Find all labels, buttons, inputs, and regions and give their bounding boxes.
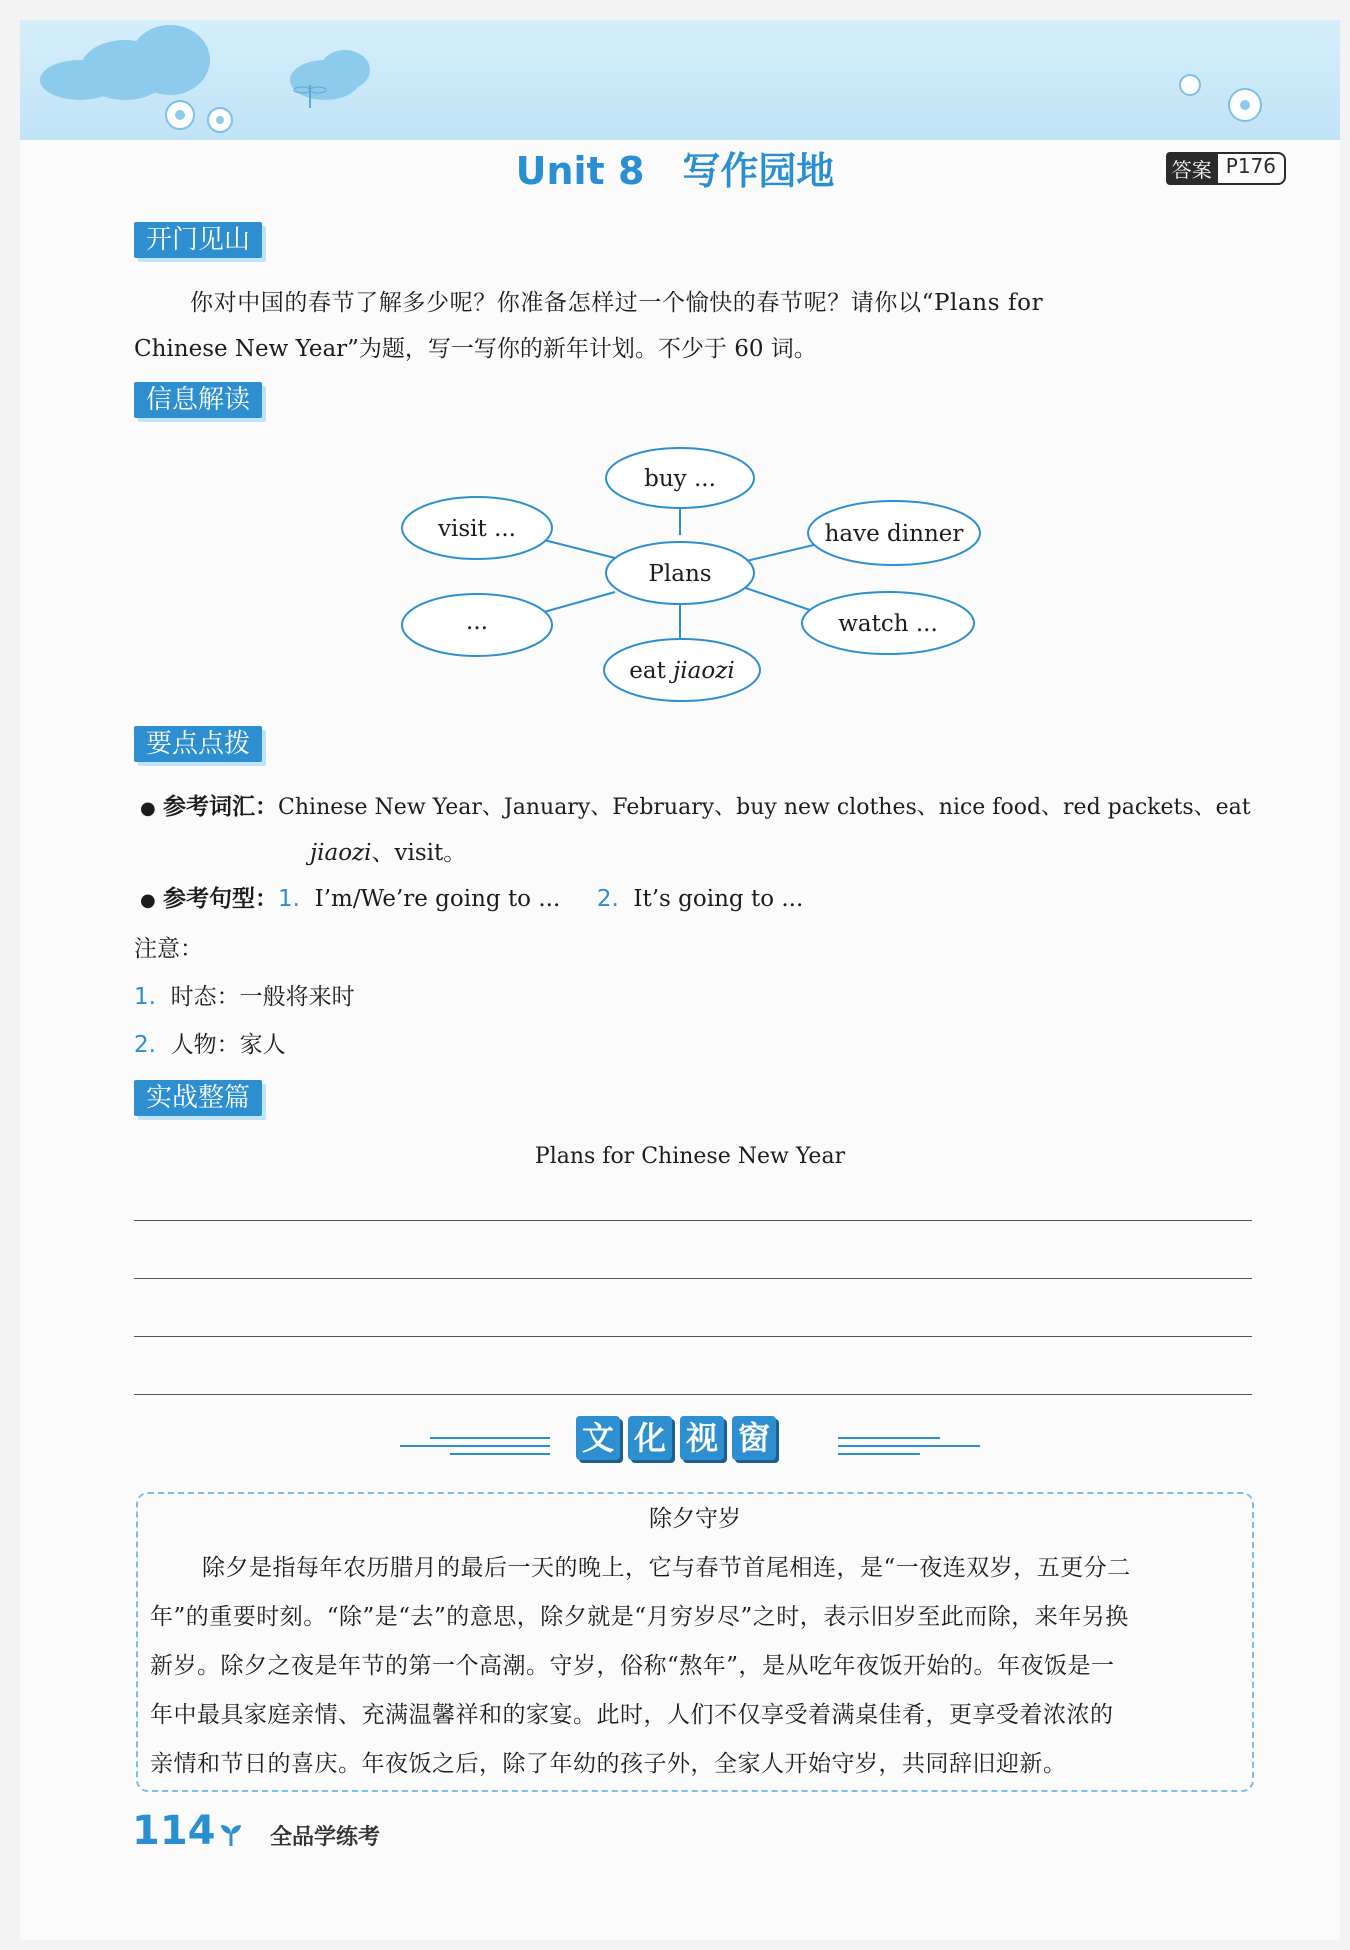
sprout-icon — [218, 1822, 244, 1848]
culture-heading-char: 窗 — [732, 1416, 776, 1460]
answer-reference — [1166, 152, 1286, 185]
writing-line[interactable] — [134, 1394, 1252, 1395]
mind-map-label-buy: buy ... — [644, 466, 716, 492]
section-tag-points: 要点点拨 — [134, 726, 262, 762]
prompt-line-1: 你对中国的春节了解多少呢？你准备怎样过一个愉快的春节呢？请你以“Plans for — [190, 290, 1044, 316]
sentence-patterns — [140, 876, 1260, 924]
mind-map-label-center: Plans — [648, 561, 712, 587]
writing-line[interactable] — [134, 1278, 1252, 1279]
culture-heading — [390, 1410, 990, 1470]
mind-map-link — [740, 586, 810, 610]
prompt-line-2: Chinese New Year”为题，写一写你的新年计划。不少于 60 词。 — [134, 336, 817, 362]
mind-map-label-visit: visit ... — [438, 516, 516, 542]
note-1-number: 1. — [134, 984, 156, 1010]
culture-line-4: 年中最具家庭亲情、充满温馨祥和的家宴。此时，人们不仅享受着满桌佳肴，更享受着浓浓的 — [150, 1702, 1114, 1728]
mind-map — [390, 440, 990, 710]
flower-icon — [1160, 60, 1280, 140]
vocab-line-1 — [140, 784, 1260, 832]
sentence-label: 参考句型： — [163, 886, 279, 912]
culture-heading-char: 化 — [628, 1416, 672, 1460]
culture-line-1: 除夕是指每年农历腊月的最后一天的晚上，它与春节首尾相连，是“一夜连双岁，五更分二 — [202, 1555, 1131, 1581]
brand-name: 全品学练考 — [270, 1825, 381, 1850]
section-tag-info: 信息解读 — [134, 382, 262, 418]
answer-label: 答案 — [1166, 152, 1218, 185]
writing-line[interactable] — [134, 1336, 1252, 1337]
bullet-icon: ● — [140, 890, 156, 911]
answer-page: P176 — [1218, 152, 1286, 185]
note-1-text: 时态：一般将来时 — [170, 984, 355, 1010]
note-2 — [134, 1022, 286, 1068]
mind-map-label-eat-word: jiaozi — [673, 658, 735, 684]
mind-map-link — [544, 592, 615, 612]
mind-map-label-eat-prefix: eat — [629, 658, 674, 684]
writing-title: Plans for Chinese New Year — [534, 1144, 846, 1169]
sentence-2-number: 2. — [596, 886, 619, 912]
culture-title: 除夕守岁 — [649, 1506, 741, 1532]
mind-map-label-empty: ... — [466, 609, 488, 635]
vocab-label: 参考词汇： — [163, 794, 279, 820]
culture-line-5: 亲情和节日的喜庆。年夜饭之后，除了年幼的孩子外，全家人开始守岁，共同辞旧迎新。 — [150, 1751, 1067, 1777]
vocab-jiaozi: jiaozi — [310, 840, 372, 866]
sentence-1-number: 1. — [278, 886, 300, 912]
culture-heading-char: 视 — [680, 1416, 724, 1460]
sentence-1-text: I’m/We’re going to ... — [314, 886, 561, 912]
mind-map-label-have-dinner: have dinner — [824, 521, 964, 547]
section-tag-intro: 开门见山 — [134, 222, 262, 258]
note-1 — [134, 974, 355, 1020]
dragonfly-icon — [290, 80, 330, 110]
culture-heading-char: 文 — [576, 1416, 620, 1460]
cloud-icon — [40, 60, 120, 100]
mind-map-label-eat — [629, 658, 734, 684]
cloud-icon — [130, 25, 210, 95]
note-2-number: 2. — [134, 1032, 156, 1058]
mind-map-link — [544, 540, 615, 558]
mind-map-link — [742, 544, 818, 562]
vocab-line-2 — [310, 830, 466, 876]
writing-line[interactable] — [134, 1220, 1252, 1221]
mind-map-label-watch: watch ... — [838, 611, 938, 637]
page-title: Unit 8 写作园地 — [515, 149, 835, 193]
sentence-2-text: It’s going to ... — [633, 886, 804, 912]
bullet-icon: ● — [140, 798, 156, 819]
flower-icon — [150, 90, 250, 140]
page-number: 114 — [132, 1808, 216, 1854]
vocab-text: Chinese New Year、January、February、buy new clothes、nice food、red packets、eat — [278, 795, 1251, 820]
culture-line-3: 新岁。除夕之夜是年节的第一个高潮。守岁，俗称“熬年”，是从吃年夜饭开始的。年夜饭是一 — [150, 1653, 1115, 1679]
section-tag-writing: 实战整篇 — [134, 1080, 262, 1116]
note-label: 注意： — [134, 936, 203, 962]
culture-heading-chars — [576, 1416, 776, 1460]
note-2-text: 人物：家人 — [170, 1032, 286, 1058]
culture-line-2: 年”的重要时刻。“除”是“去”的意思，除夕就是“月穷岁尽”之时，表示旧岁至此而除，来年另换 — [150, 1604, 1129, 1630]
header-banner — [20, 20, 1340, 140]
vocab-text-end: 、visit。 — [371, 840, 467, 866]
